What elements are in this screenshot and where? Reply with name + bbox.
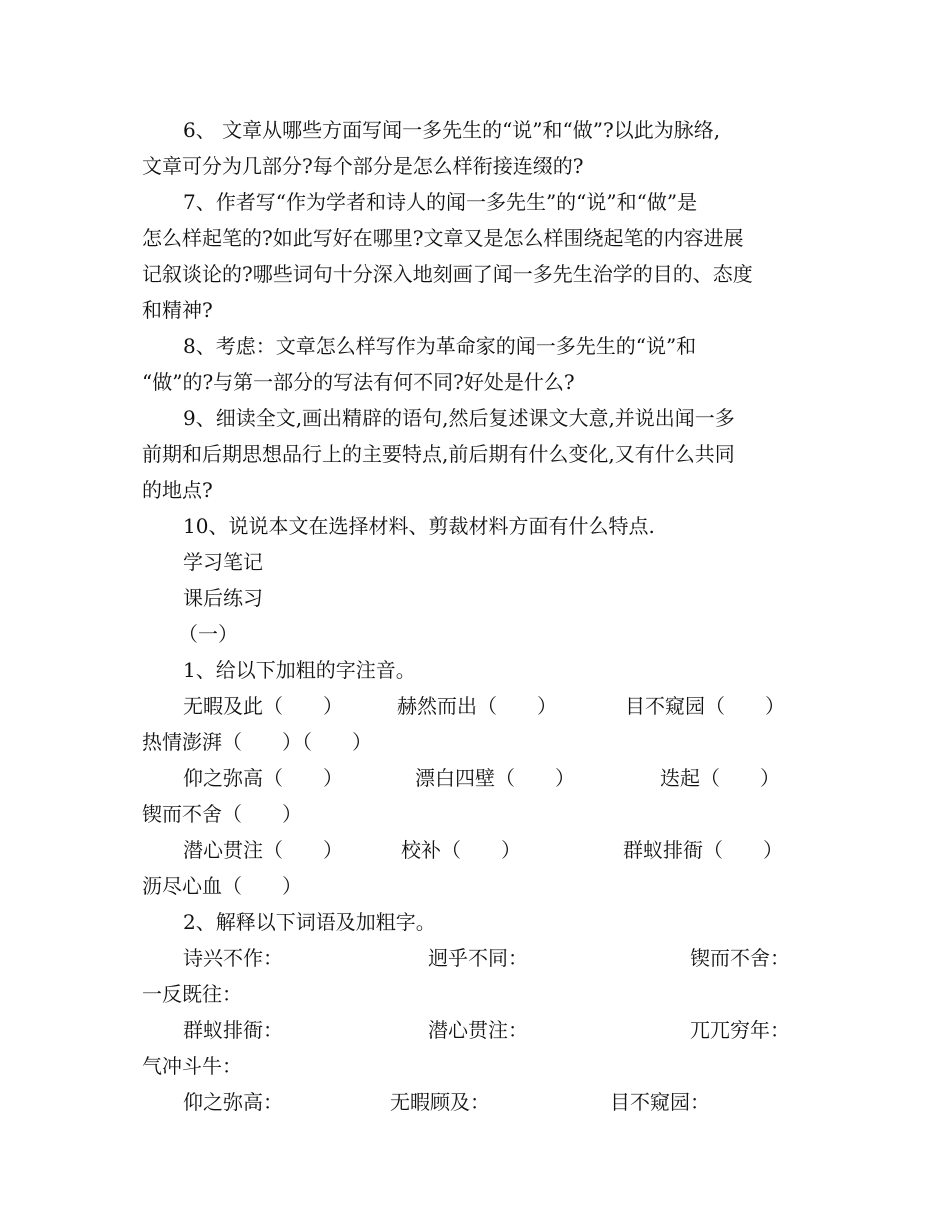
q7-line-4: 和精神?	[142, 298, 213, 322]
q7-line-3: 记叙谈论的?哪些词句十分深入地刻画了闻一多先生治学的目的、态度	[142, 262, 753, 286]
ex2-item: 群蚁排衙：	[183, 1018, 283, 1042]
ex1-row-3-wrap: 沥尽心血（ ）	[142, 874, 302, 898]
ex2-item: 潜心贯注：	[428, 1018, 528, 1042]
q9-line-3: 的地点?	[142, 478, 213, 502]
ex2-row-2	[142, 1012, 810, 1048]
heading-part-one: （一）	[178, 622, 238, 646]
ex1-row-2-wrap: 锲而不舍（ ）	[142, 802, 302, 826]
ex1-item: 目不窥园（ ）	[625, 694, 785, 718]
q10-line: 10、说说本文在选择材料、剪裁材料方面有什么特点.	[183, 514, 655, 538]
q8-line-1: 8、考虑：文章怎么样写作为革命家的闻一多先生的“说”和	[183, 334, 697, 358]
q7-line-2: 怎么样起笔的?如此写好在哪里?文章又是怎么样围绕起笔的内容进展	[142, 226, 744, 250]
q8-line-2: “做”的?与第一部分的写法有何不同?好处是什么?	[142, 370, 575, 394]
ex2-item: 迥乎不同：	[428, 946, 528, 970]
ex1-item: 迭起（ ）	[660, 766, 780, 790]
q6-line-1: 6、 文章从哪些方面写闻一多先生的“说”和“做”?以此为脉络,	[183, 118, 721, 142]
ex1-item: 漂白四壁（ ）	[415, 766, 575, 790]
ex2-title: 2、解释以下词语及加粗字。	[183, 910, 436, 934]
ex2-row-1-wrap: 一反既往：	[142, 982, 242, 1006]
q9-line-2: 前期和后期思想品行上的主要特点,前后期有什么变化,又有什么共同	[142, 442, 735, 466]
q6-line-2: 文章可分为几部分?每个部分是怎么样衔接连缀的?	[142, 154, 584, 178]
ex2-item: 诗兴不作：	[183, 946, 283, 970]
heading-study-notes: 学习笔记	[183, 550, 263, 574]
ex1-item: 赫然而出（ ）	[397, 694, 557, 718]
ex1-title: 1、给以下加粗的字注音。	[183, 658, 416, 682]
ex2-item: 兀兀穷年：	[690, 1018, 790, 1042]
ex1-row-1	[142, 688, 810, 724]
ex1-row-1-wrap: 热情澎湃（ ）（ ）	[142, 730, 372, 754]
ex1-row-2	[142, 760, 810, 796]
ex1-item: 仰之弥高（ ）	[183, 766, 343, 790]
document-body	[142, 112, 810, 1120]
ex2-item: 仰之弥高：	[183, 1090, 283, 1114]
ex2-item: 目不窥园：	[610, 1090, 710, 1114]
ex1-row-3	[142, 832, 810, 868]
ex1-item: 潜心贯注（ ）	[183, 838, 343, 862]
ex2-row-2-wrap: 气冲斗牛：	[142, 1054, 242, 1078]
heading-exercises: 课后练习	[183, 586, 263, 610]
ex2-item: 锲而不舍：	[690, 946, 790, 970]
q9-line-1: 9、细读全文,画出精辟的语句,然后复述课文大意,并说出闻一多	[183, 406, 735, 430]
ex1-item: 无暇及此（ ）	[183, 694, 343, 718]
ex2-row-1	[142, 940, 810, 976]
ex1-item: 群蚁排衙（ ）	[623, 838, 783, 862]
ex1-item: 校补（ ）	[401, 838, 521, 862]
ex2-item: 无暇顾及：	[390, 1090, 490, 1114]
q7-line-1: 7、作者写“作为学者和诗人的闻一多先生”的“说”和“做”是	[183, 190, 698, 214]
ex2-row-3	[142, 1084, 810, 1120]
